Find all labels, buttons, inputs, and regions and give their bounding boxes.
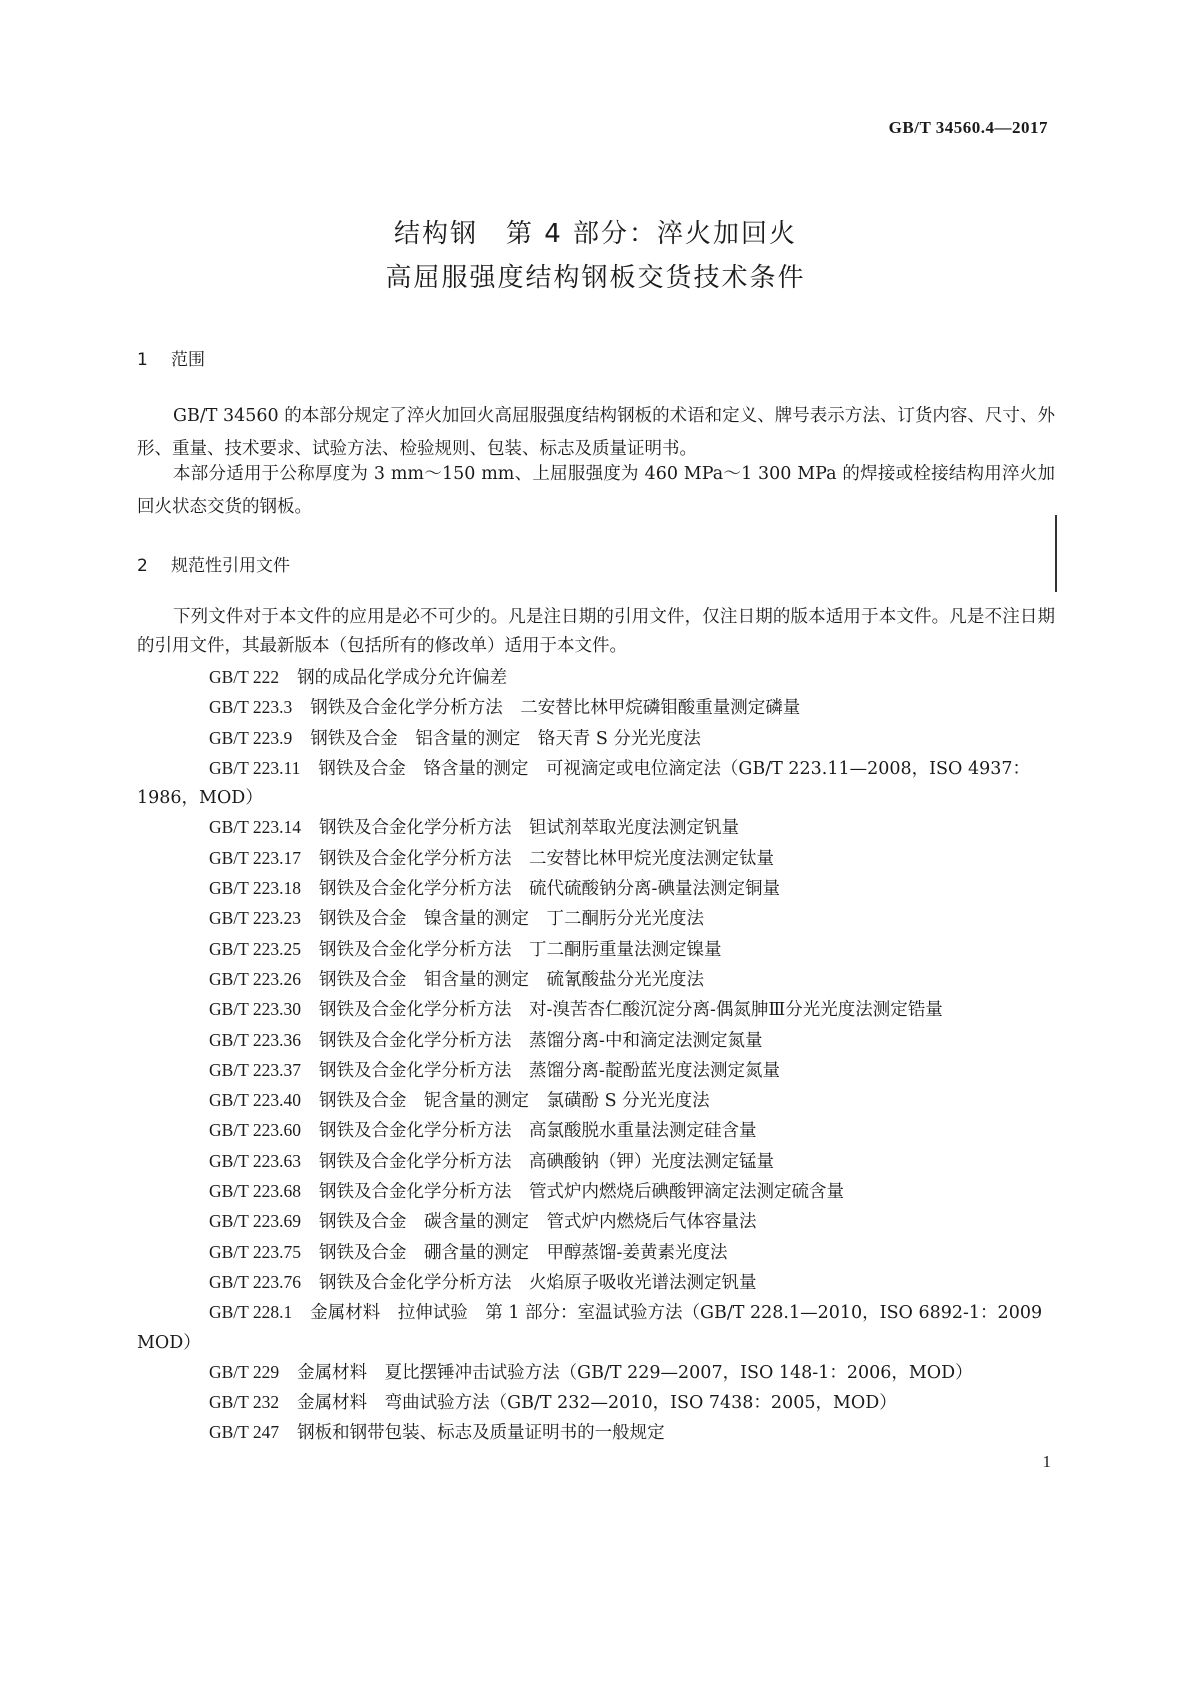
reference-title: 金属材料 夏比摆锤冲击试验方法（GB/T 229—2007，ISO 148-1：2006，MOD） xyxy=(297,1362,973,1383)
reference-code: GB/T 232 xyxy=(209,1392,280,1413)
reference-item xyxy=(137,1086,1055,1116)
reference-title: 钢铁及合金 镍含量的测定 丁二酮肟分光光度法 xyxy=(319,909,705,930)
reference-item xyxy=(137,1358,1055,1388)
reference-item xyxy=(137,1298,1055,1358)
reference-item xyxy=(137,1207,1055,1237)
reference-item xyxy=(137,813,1055,843)
reference-code: GB/T 247 xyxy=(209,1422,280,1443)
reference-code: GB/T 223.18 xyxy=(209,878,302,899)
section-title: 规范性引用文件 xyxy=(171,556,290,576)
reference-item xyxy=(137,1056,1055,1086)
change-marker-bar xyxy=(1055,515,1057,592)
section-2-heading xyxy=(137,551,290,576)
reference-code: GB/T 223.26 xyxy=(209,968,302,989)
reference-code: GB/T 223.3 xyxy=(209,697,293,718)
reference-title: 钢铁及合金 铝含量的测定 铬天青 S 分光光度法 xyxy=(310,728,701,749)
reference-code: GB/T 223.40 xyxy=(209,1090,302,1111)
reference-item xyxy=(137,965,1055,995)
reference-code: GB/T 223.14 xyxy=(209,817,302,838)
section-1-heading xyxy=(137,345,205,370)
reference-code: GB/T 223.17 xyxy=(209,847,302,868)
reference-title: 钢铁及合金化学分析方法 管式炉内燃烧后碘酸钾滴定法测定硫含量 xyxy=(319,1182,845,1203)
reference-item xyxy=(137,1388,1055,1418)
reference-code: GB/T 222 xyxy=(209,667,280,687)
reference-code: GB/T 223.11 xyxy=(209,757,301,778)
section-number: 2 xyxy=(137,556,148,576)
reference-title: 钢铁及合金化学分析方法 丁二酮肟重量法测定镍量 xyxy=(319,939,722,960)
reference-title: 钢铁及合金化学分析方法 火焰原子吸收光谱法测定钒量 xyxy=(319,1272,757,1293)
section-title: 范围 xyxy=(171,350,205,370)
reference-code: GB/T 223.25 xyxy=(209,938,302,959)
reference-code: GB/T 223.76 xyxy=(209,1271,302,1292)
reference-item xyxy=(137,935,1055,965)
section-number: 1 xyxy=(137,350,148,370)
reference-item xyxy=(137,663,1055,693)
reference-title: 钢铁及合金化学分析方法 蒸馏分离-中和滴定法测定氮量 xyxy=(319,1030,763,1051)
reference-code: GB/T 229 xyxy=(209,1361,280,1382)
reference-code: GB/T 223.23 xyxy=(209,908,302,929)
reference-code: GB/T 223.37 xyxy=(209,1059,302,1080)
reference-title: 钢铁及合金化学分析方法 二安替比林甲烷磷钼酸重量测定磷量 xyxy=(310,698,801,719)
reference-title: 钢铁及合金 硼含量的测定 甲醇蒸馏-姜黄素光度法 xyxy=(319,1242,728,1263)
reference-title: 钢铁及合金化学分析方法 硫代硫酸钠分离-碘量法测定铜量 xyxy=(319,879,780,900)
reference-code: GB/T 223.68 xyxy=(209,1181,302,1202)
reference-item xyxy=(137,693,1055,723)
reference-title: 钢铁及合金 钼含量的测定 硫氰酸盐分光光度法 xyxy=(319,969,705,990)
reference-item xyxy=(137,754,1055,814)
reference-item xyxy=(137,1238,1055,1268)
reference-title: 钢铁及合金 铬含量的测定 可视滴定或电位滴定法（GB/T 223.11—2008，ISO 4937：1986，MOD） xyxy=(137,758,1030,809)
reference-item xyxy=(137,874,1055,904)
reference-item xyxy=(137,844,1055,874)
reference-item xyxy=(137,724,1055,754)
standard-code: GB/T 34560.4—2017 xyxy=(888,118,1048,137)
reference-item xyxy=(137,1177,1055,1207)
reference-title: 钢铁及合金化学分析方法 对-溴苦杏仁酸沉淀分离-偶氮胂Ⅲ分光光度法测定锆量 xyxy=(319,1000,943,1021)
reference-code: GB/T 223.75 xyxy=(209,1241,302,1262)
reference-title: 钢铁及合金 碳含量的测定 管式炉内燃烧后气体容量法 xyxy=(319,1212,757,1233)
document-title xyxy=(0,212,1191,300)
reference-title: 钢铁及合金化学分析方法 钽试剂萃取光度法测定钒量 xyxy=(319,818,740,839)
reference-title: 钢铁及合金化学分析方法 高碘酸钠（钾）光度法测定锰量 xyxy=(319,1151,775,1172)
reference-code: GB/T 223.30 xyxy=(209,999,302,1020)
references-intro: 下列文件对于本文件的应用是必不可少的。凡是注日期的引用文件，仅注日期的版本适用于本文件。凡是不注日期的引用文件，其最新版本（包括所有的修改单）适用于本文件。 xyxy=(137,607,1055,657)
page-number: 1 xyxy=(1042,1452,1051,1471)
reference-item xyxy=(137,1418,1055,1448)
reference-title: 钢的成品化学成分允许偏差 xyxy=(297,668,508,688)
reference-code: GB/T 223.9 xyxy=(209,727,293,748)
reference-item xyxy=(137,995,1055,1025)
reference-item xyxy=(137,1147,1055,1177)
title-line-1: 结构钢 第 4 部分：淬火加回火 xyxy=(393,219,798,249)
paragraph: 本部分适用于公称厚度为 3 mm～150 mm、上屈服强度为 460 MPa～1 300 MPa 的焊接或栓接结构用淬火加回火状态交货的钢板。 xyxy=(137,464,1055,517)
reference-item xyxy=(137,1268,1055,1298)
reference-title: 钢板和钢带包装、标志及质量证明书的一般规定 xyxy=(297,1423,665,1444)
reference-title: 金属材料 弯曲试验方法（GB/T 232—2010，ISO 7438：2005，MOD） xyxy=(297,1393,897,1414)
reference-title: 钢铁及合金化学分析方法 蒸馏分离-靛酚蓝光度法测定氮量 xyxy=(319,1060,780,1081)
reference-title: 钢铁及合金 铌含量的测定 氯磺酚 S 分光光度法 xyxy=(319,1091,710,1112)
reference-list xyxy=(137,663,1055,1449)
reference-code: GB/T 223.63 xyxy=(209,1150,302,1171)
reference-code: GB/T 223.36 xyxy=(209,1029,302,1050)
reference-item xyxy=(137,1116,1055,1146)
reference-code: GB/T 223.60 xyxy=(209,1120,302,1141)
reference-title: 金属材料 拉伸试验 第 1 部分：室温试验方法（GB/T 228.1—2010，ISO 6892-1：2009 MOD） xyxy=(137,1303,1043,1353)
title-line-2: 高屈服强度结构钢板交货技术条件 xyxy=(385,263,806,293)
reference-item xyxy=(137,1026,1055,1056)
reference-item xyxy=(137,904,1055,934)
reference-code: GB/T 228.1 xyxy=(209,1302,293,1323)
reference-title: 钢铁及合金化学分析方法 高氯酸脱水重量法测定硅含量 xyxy=(319,1121,757,1142)
reference-title: 钢铁及合金化学分析方法 二安替比林甲烷光度法测定钛量 xyxy=(319,848,775,869)
paragraph: GB/T 34560 的本部分规定了淬火加回火高屈服强度结构钢板的术语和定义、牌号表示方法、订货内容、尺寸、外形、重量、技术要求、试验方法、检验规则、包装、标志及质量证明书。 xyxy=(137,406,1055,459)
reference-code: GB/T 223.69 xyxy=(209,1211,302,1232)
